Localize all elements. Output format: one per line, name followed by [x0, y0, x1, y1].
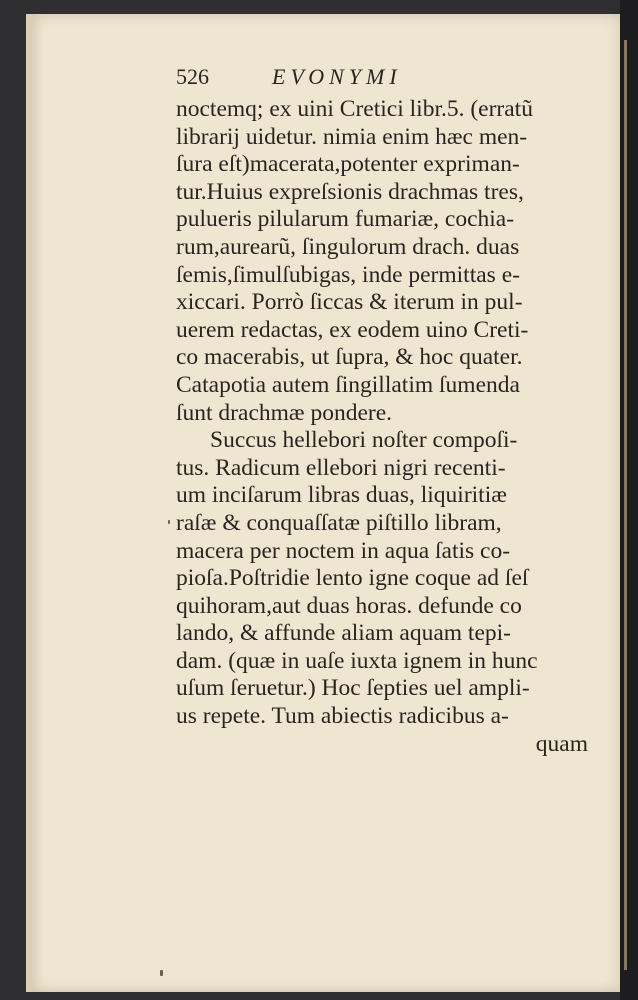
text-line: raſæ & conquaſſatæ piſtillo libram,: [176, 509, 502, 536]
text-line: quihoram,aut duas horas. defunde co: [176, 592, 522, 619]
text-line: um inciſarum libras duas, liquiritiæ: [176, 482, 507, 509]
text-line: Catapotia autem ſingillatim ſumenda: [176, 371, 520, 398]
text-line: lando, & affunde aliam aquam tepi-: [176, 620, 511, 647]
text-line: tur.Huius expreſsionis drachmas tres,: [176, 178, 524, 205]
text-line: co macerabis, ut ſupra, & hoc quater.: [176, 344, 523, 371]
text-line: xiccari. Porrò ſiccas & iterum in pul-: [176, 289, 523, 316]
text-line: pulueris pilularum fumariæ, cochia-: [176, 206, 515, 233]
text-line: macera per noctem in aqua ſatis co-: [176, 537, 511, 564]
body-text: [176, 96, 588, 758]
text-line: pioſa.Poſtridie lento igne coque ad ſeſ: [176, 565, 529, 592]
paragraph-start-line: Succus hellebori noſter compoſi-: [210, 427, 518, 454]
text-line: ſemis,ſimulſubigas, inde permittas e-: [176, 261, 520, 288]
book-edge: [620, 0, 638, 1000]
paper-speck: [168, 520, 170, 524]
page-number: 526: [176, 64, 209, 89]
text-line: uſum ſeruetur.) Hoc ſepties uel ampli-: [176, 675, 530, 702]
page-edge-stripe: [624, 40, 627, 970]
text-line: noctemq; ex uini Cretici libr.5. (erratũ: [176, 96, 533, 122]
text-line: dam. (quæ in uaſe iuxta ignem in hunc: [176, 647, 538, 674]
text-line: librarij uidetur. nimia enim hæc men-: [176, 123, 528, 150]
text-line: uerem redactas, ex eodem uino Creti-: [176, 316, 529, 343]
text-line: ſunt drachmæ pondere.: [176, 399, 393, 426]
text-line: us repete. Tum abiectis radicibus a-: [176, 703, 509, 730]
catchword: quam: [535, 730, 588, 757]
text-line: tus. Radicum ellebori nigri recenti-: [176, 454, 506, 481]
text-line: ſura eſt)macerata,potenter expriman-: [176, 151, 520, 178]
running-head: EVONYMI: [272, 64, 402, 89]
text-line: rum,aurearũ, ſingulorum drach. duas: [176, 233, 520, 260]
page-header: [176, 64, 596, 96]
paper-speck: [160, 970, 163, 976]
